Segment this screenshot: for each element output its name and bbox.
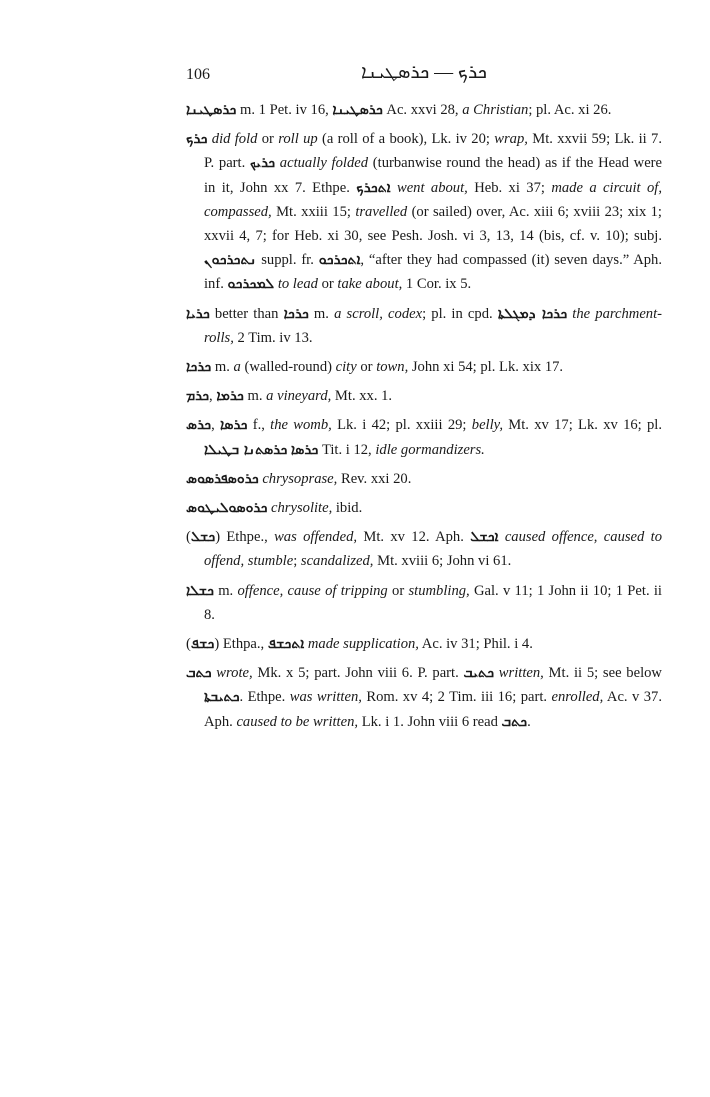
entry-text: Lk. i 42; pl. xxiii 29;: [331, 417, 472, 434]
syriac-headword: ܟܪܡܐ: [216, 388, 244, 405]
dictionary-entry: [186, 355, 662, 379]
gloss-italic: was offended,: [274, 529, 358, 546]
syriac-headword: ܟܪܟܐ: [283, 305, 309, 322]
dictionary-entry: [186, 632, 662, 656]
syriac-headword: ܟܬܒ: [186, 665, 212, 682]
entry-text: Mt. ii 5; see below: [543, 665, 662, 682]
entry-text: Mt. xxvii 59; Lk. ii 7. P. part.: [204, 131, 662, 172]
running-head: ܟܪܟ — ܟܪܣܛܝܢܐ: [361, 62, 487, 83]
page-header: [186, 62, 662, 88]
entry-text: Heb. xi 37;: [467, 179, 552, 196]
gloss-italic: idle gormandizers.: [375, 441, 485, 458]
syriac-headword: ܟܪܟ: [186, 131, 208, 148]
entry-text: m. 1 Pet. iv 16,: [236, 102, 333, 118]
dictionary-entry: [186, 384, 662, 408]
entry-text: (turbanwise round the head) as if the Head were in it, John xx 7. Ethpe.: [204, 155, 663, 196]
syriac-headword: ܟܪܣ: [186, 417, 212, 434]
entry-text: Tit. i 12,: [318, 441, 376, 458]
syriac-headword: ܐܬܟܫܦ: [267, 636, 305, 653]
gloss-italic: belly,: [471, 417, 503, 434]
gloss-italic: made a circuit of, compassed,: [204, 179, 662, 220]
entry-text: (: [186, 529, 191, 546]
entry-text: ,: [209, 388, 217, 405]
syriac-headword: ܢܬܟܪܟܘܢ: [204, 252, 257, 269]
entry-text: ) Ethpe.,: [215, 529, 275, 546]
gloss-italic: written,: [498, 665, 544, 682]
syriac-headword: ܐܬܟܪܟܘ: [318, 252, 361, 269]
syriac-headword: ܟܬܝܒ: [463, 665, 495, 682]
entry-text: or: [257, 131, 279, 148]
dictionary-entries: [186, 98, 662, 739]
dictionary-entry: [186, 525, 662, 573]
gloss-italic: went about,: [396, 179, 468, 196]
gloss-italic: a Christian: [462, 102, 529, 118]
entry-text: John xi 54; pl. Lk. xix 17.: [408, 359, 564, 376]
entry-text: Mt. xx. 1.: [331, 388, 393, 405]
syriac-headword: ܐܬܟܪܟ: [356, 179, 391, 196]
dictionary-entry: [186, 413, 662, 461]
entry-text: Rom. xv 4; 2 Tim. iii 16; part.: [361, 689, 552, 706]
syriac-headword: ܠܡܟܪܟܘ: [227, 276, 275, 293]
dictionary-entry: [186, 127, 662, 296]
entry-text: (or sailed) over, Ac. xiii 6; xviii 23; xix 1; xxvii 4, 7; for Heb. xi 30, see Pesh. Josh. vi 3, 13, 14 (bis, cf. v. 10); subj.: [204, 203, 662, 245]
dictionary-entry: [186, 496, 662, 520]
entry-text: or: [317, 276, 338, 293]
gloss-italic: chrysoprase,: [262, 470, 338, 487]
entry-text: ; pl. Ac. xi 26.: [528, 102, 612, 118]
entry-text: ,: [211, 417, 221, 434]
gloss-italic: a: [233, 359, 241, 376]
entry-text: Mt. xviii 6; John vi 61.: [373, 553, 512, 570]
dictionary-entry: [186, 467, 662, 491]
syriac-headword: ܟܪܣܬܢܐ ܒܛܝܠܐ: [204, 441, 288, 458]
gloss-italic: scandalized,: [300, 553, 374, 570]
gloss-italic: the womb,: [270, 417, 332, 434]
entry-text: ) Ethpa.,: [214, 636, 268, 653]
syriac-headword: ܟܪܝܐ: [186, 305, 210, 322]
syriac-headword: ܐܟܫܠ: [470, 529, 499, 546]
syriac-headword: ܟܪܣܛܝܢܐ: [332, 102, 383, 118]
syriac-headword: ܟܪܘܣܘܠܝܛܘܣ: [186, 500, 268, 517]
entry-text: m.: [213, 582, 238, 599]
gloss-italic: did fold: [211, 131, 258, 148]
gloss-italic: a scroll, codex: [334, 305, 423, 322]
syriac-headword: ܟܪܝܟ: [249, 155, 276, 172]
dictionary-entry: [186, 98, 662, 122]
entry-text: ibid.: [332, 500, 363, 517]
syriac-headword: ܟܪܘܣܦܪܣܘܣ: [186, 470, 259, 487]
syriac-headword: ܟܫܠ: [190, 529, 216, 546]
entry-text: Mk. x 5; part. John viii 6. P. part.: [252, 665, 464, 682]
gloss-italic: stumbling,: [408, 582, 470, 599]
entry-text: Mt. xv 17; Lk. xv 16; pl.: [502, 417, 663, 434]
gloss-italic: to lead: [277, 276, 318, 293]
gloss-italic: take about,: [337, 276, 403, 293]
gloss-italic: enrolled,: [551, 689, 604, 706]
entry-text: suppl. fr.: [256, 252, 319, 269]
entry-text: Ac. xxvi 28,: [382, 102, 463, 118]
gloss-italic: caused to be written,: [236, 713, 359, 730]
entry-text: 2 Tim. iv 13.: [233, 329, 313, 346]
gloss-italic: offence, cause of tripping: [237, 582, 388, 599]
dictionary-entry: [186, 661, 662, 734]
entry-text: ; pl. in cpd.: [422, 305, 498, 322]
entry-text: (walled-round): [240, 359, 336, 376]
syriac-headword: ܟܫܦ: [190, 636, 215, 653]
gloss-italic: made supplication,: [307, 636, 419, 653]
entry-text: , “after they had compassed (it) seven days.” Aph. inf.: [204, 252, 663, 293]
gloss-italic: actually folded: [279, 155, 369, 172]
syriac-headword: ܟܪܣܐ: [220, 417, 248, 434]
gloss-italic: a vineyard,: [266, 388, 332, 405]
gloss-italic: the parchment-rolls,: [204, 305, 663, 346]
syriac-headword: ܟܪܣܐ: [290, 441, 319, 458]
syriac-headword: ܟܪܣܛܝܢܐ: [186, 102, 237, 118]
dictionary-entry: [186, 579, 662, 627]
syriac-headword: ܟܬܒ: [501, 713, 528, 730]
entry-text: m.: [211, 359, 234, 376]
entry-text: Mt. xxiii 15;: [271, 203, 356, 220]
entry-text: better than: [209, 305, 284, 322]
gloss-italic: wrote,: [216, 665, 253, 682]
entry-text: Ac. v 37. Aph.: [204, 689, 662, 730]
entry-text: Rev. xxi 20.: [337, 470, 412, 487]
gloss-italic: city: [335, 359, 357, 376]
entry-text: (: [186, 636, 191, 653]
entry-text: Gal. v 11; 1 John ii 10; 1 Pet. ii 8.: [204, 582, 662, 623]
entry-text: m.: [243, 388, 267, 405]
entry-text: ;: [293, 553, 301, 570]
syriac-headword: ܟܪܡ: [186, 388, 210, 405]
page-number: 106: [186, 66, 210, 83]
entry-text: m.: [308, 305, 335, 322]
gloss-italic: chrysolite,: [271, 500, 333, 517]
entry-text: or: [387, 582, 409, 599]
entry-text: f.,: [247, 417, 271, 434]
entry-text: .: [527, 713, 531, 730]
dictionary-entry: [186, 302, 662, 350]
gloss-italic: travelled: [355, 203, 408, 220]
entry-text: 1 Cor. ix 5.: [402, 276, 472, 293]
entry-text: Ac. iv 31; Phil. i 4.: [418, 636, 533, 653]
gloss-italic: wrap,: [494, 131, 528, 148]
gloss-italic: town,: [376, 359, 409, 376]
syriac-headword: ܟܬܝܒܬܐ: [204, 689, 240, 706]
entry-text: (a roll of a book), Lk. iv 20;: [317, 131, 495, 148]
gloss-italic: caused offence, caused to offend, stumble: [204, 529, 663, 570]
entry-text: Mt. xv 12. Aph.: [357, 529, 471, 546]
syriac-headword: ܟܪܟܐ ܕܡܓܠܬܐ: [497, 305, 568, 322]
gloss-italic: roll up: [278, 131, 318, 148]
syriac-headword: ܟܪܟܐ: [186, 359, 212, 376]
syriac-headword: ܟܫܠܐ: [186, 582, 214, 599]
entry-text: Lk. i 1. John viii 6 read: [358, 713, 502, 730]
entry-text: or: [356, 359, 377, 376]
gloss-italic: was written,: [289, 689, 362, 706]
entry-text: . Ethpe.: [239, 689, 290, 706]
